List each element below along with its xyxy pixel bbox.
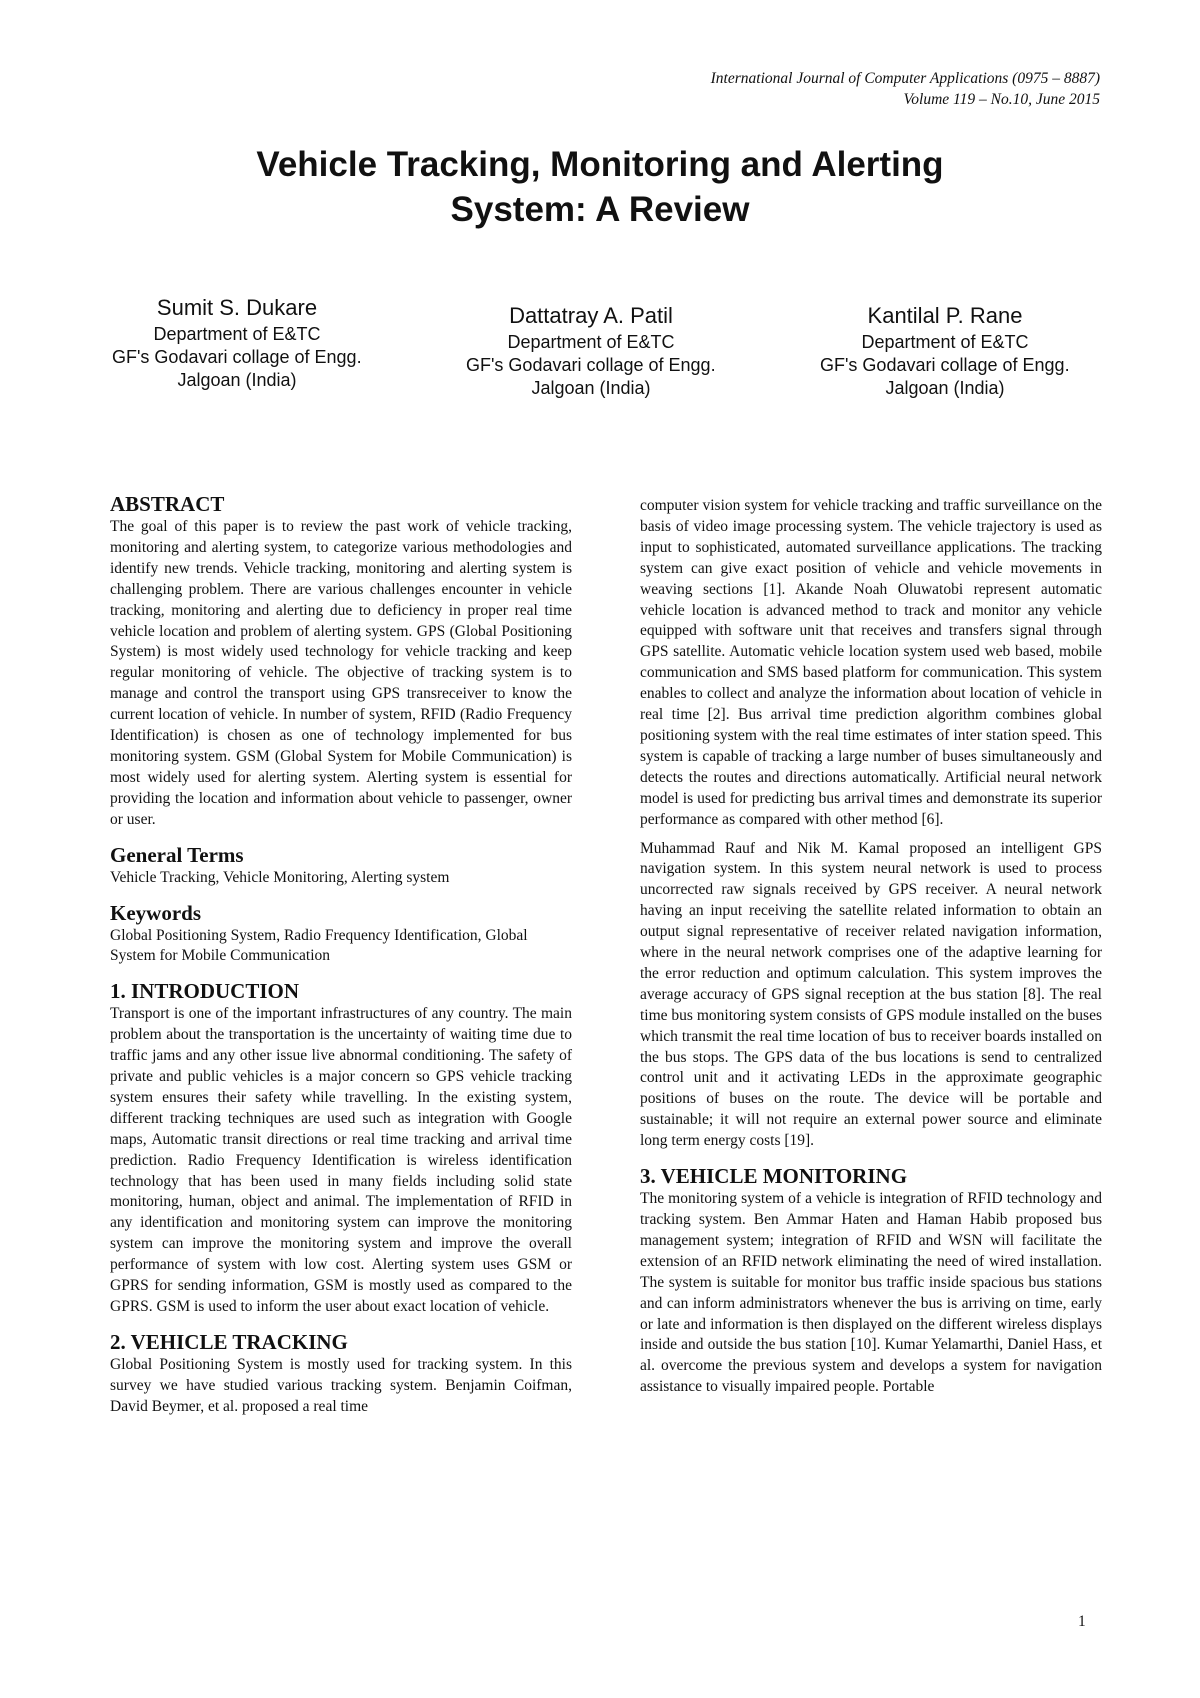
author-block-1 bbox=[112, 294, 362, 392]
author-name: Dattatray A. Patil bbox=[509, 303, 673, 328]
paper-title-line-2: System: A Review bbox=[450, 190, 750, 229]
journal-name: International Journal of Computer Applications (0975 – 8887) bbox=[710, 70, 1100, 87]
author-name: Kantilal P. Rane bbox=[867, 303, 1023, 328]
author-city: Jalgoan (India) bbox=[885, 378, 1005, 398]
page-number: 1 bbox=[1078, 1613, 1086, 1630]
author-department: Department of E&TC bbox=[507, 332, 675, 352]
journal-header bbox=[711, 68, 1100, 110]
abstract-heading: ABSTRACT bbox=[110, 492, 225, 516]
author-block-2 bbox=[466, 302, 716, 400]
author-block-3 bbox=[820, 302, 1070, 400]
vehicle-tracking-text: Global Positioning System is mostly used for tracking system. In this survey we have studied various tracking system. Benjamin Coifman, David Beymer, et al. proposed a real time bbox=[110, 1355, 572, 1415]
paper-title bbox=[150, 142, 1050, 232]
author-department: Department of E&TC bbox=[861, 332, 1029, 352]
paper-title-line-1: Vehicle Tracking, Monitoring and Alerting bbox=[256, 145, 944, 184]
vehicle-tracking-heading: 2. VEHICLE TRACKING bbox=[110, 1329, 348, 1354]
author-department: Department of E&TC bbox=[153, 324, 321, 344]
author-institution: GF's Godavari collage of Engg. bbox=[820, 355, 1070, 375]
author-city: Jalgoan (India) bbox=[531, 378, 651, 398]
author-name: Sumit S. Dukare bbox=[156, 295, 318, 320]
vehicle-monitoring-text: The monitoring system of a vehicle is integration of RFID technology and tracking system. Ben Ammar Haten and Haman Habib proposed bus management system; integration of RFID and WSN will facilitate the extension of an RFID network eliminating the need of wired installation. The system is suitable for monitor bus traffic inside spacious bus stations and can inform administrators whenever the bus is arriving on time, early or late and information is then displayed on the different wireless displays inside and outside the bus station [10]. Kumar Yelamarthi, Daniel Hass, et al. overcome the previous system and develops a system for navigation assistance to visually impaired people. Portable bbox=[640, 1190, 1102, 1396]
keywords-heading: Keywords bbox=[110, 900, 201, 925]
general-terms-text: Vehicle Tracking, Vehicle Monitoring, Alerting system bbox=[110, 868, 450, 886]
vehicle-monitoring-heading: 3. VEHICLE MONITORING bbox=[640, 1164, 908, 1189]
author-institution: GF's Godavari collage of Engg. bbox=[112, 347, 362, 367]
vehicle-tracking-text-2: Muhammad Rauf and Nik M. Kamal proposed an intelligent GPS navigation system. In this system neural network is used to process uncorrected raw signals received by GPS receiver. A neural network having an input receiving the satellite related information to obtain an output signal representative of receiver related navigation information, where in the neural network comprises one of the adaptive learning for the error reduction and optimum calculation. This system improves the average accuracy of GPS signal reception at the bus station [8]. The real time bus monitoring system consists of GPS module installed on the buses which transmit the real time location of bus to receiver boards installed on the bus stops. The GPS data of the bus locations is send to centralized control unit and it activating LEDs in the approximate geographic positions of buses on the route. The device will be portable and sustainable; it will not require an external power source and eliminate long term energy costs [19]. bbox=[640, 839, 1102, 1150]
abstract-text: The goal of this paper is to review the past work of vehicle tracking, monitoring and alerting system, to categorize various methodologies and identify new trends. Vehicle tracking, monitoring and alerting system is challenging problem. There are various challenges encounter in vehicle tracking, monitoring and alerting due to deficiency in proper real time vehicle location and problem of alerting system. GPS (Global Positioning System) is most widely used technology for vehicle tracking and keep regular monitoring of vehicle. The objective of tracking system is to manage and control the transport using GPS transreceiver to know the current location of vehicle. In number of system, RFID (Radio Frequency Identification) is chosen as one of technology implemented for bus monitoring system. GSM (Global System for Mobile Communication) is most widely used for alerting system. Alerting system is essential for providing the location and information about vehicle to passenger, owner or user. bbox=[110, 518, 572, 828]
keywords-text: Global Positioning System, Radio Frequency Identification, Global System for Mobile Communication bbox=[110, 926, 528, 965]
author-institution: GF's Godavari collage of Engg. bbox=[466, 355, 716, 375]
journal-volume: Volume 119 – No.10, June 2015 bbox=[903, 91, 1100, 108]
right-column bbox=[640, 496, 1102, 1406]
introduction-heading: 1. INTRODUCTION bbox=[110, 979, 300, 1004]
vehicle-tracking-text-continued: computer vision system for vehicle tracking and traffic surveillance on the basis of video image processing system. The vehicle trajectory is used as input to sophisticated, automated surveillance applications. The tracking system can give exact position of vehicle and vehicle movements in weaving sections [1]. Akande Noah Oluwatobi represent automatic vehicle location is advanced method to track and monitor any vehicle equipped with software unit that receives and transfers signal through GPS satellite. Automatic vehicle location system used web based, mobile communication and SMS based platform for communication. This system enables to collect and analyze the information about location of vehicle in real time [2]. Bus arrival time prediction algorithm combines global positioning system with the real time estimates of inter station speed. This system is capable of tracking a large number of buses simultaneously and detects the routes and directions automatically. Artificial neural network model is used for predicting bus arrival times and demonstrate its superior performance as compared with other method [6]. bbox=[640, 497, 1102, 828]
general-terms-heading: General Terms bbox=[110, 842, 244, 867]
author-city: Jalgoan (India) bbox=[177, 370, 297, 390]
introduction-text: Transport is one of the important infrastructures of any country. The main problem about the transportation is the uncertainty of waiting time due to traffic jams and any other issue live abnormal conditioning. The safety of private and public vehicles is a major concern so GPS vehicle tracking system ensures their safety while travelling. In the existing system, different tracking techniques are used such as integration with Google maps, Automatic transit directions or real time tracking and arrival time prediction. Radio Frequency Identification is wireless identification technology that has been used in many fields including solid state monitoring, human, object and animal. The implementation of RFID in any identification and monitoring system can improve the monitoring system can improve the monitoring system and improve the overall performance of system with low cost. Alerting system uses GSM or GPRS for sending information, GSM is mostly used as compared to the GPRS. GSM is used to inform the user about exact location of vehicle. bbox=[110, 1005, 572, 1315]
left-column bbox=[110, 492, 572, 1426]
